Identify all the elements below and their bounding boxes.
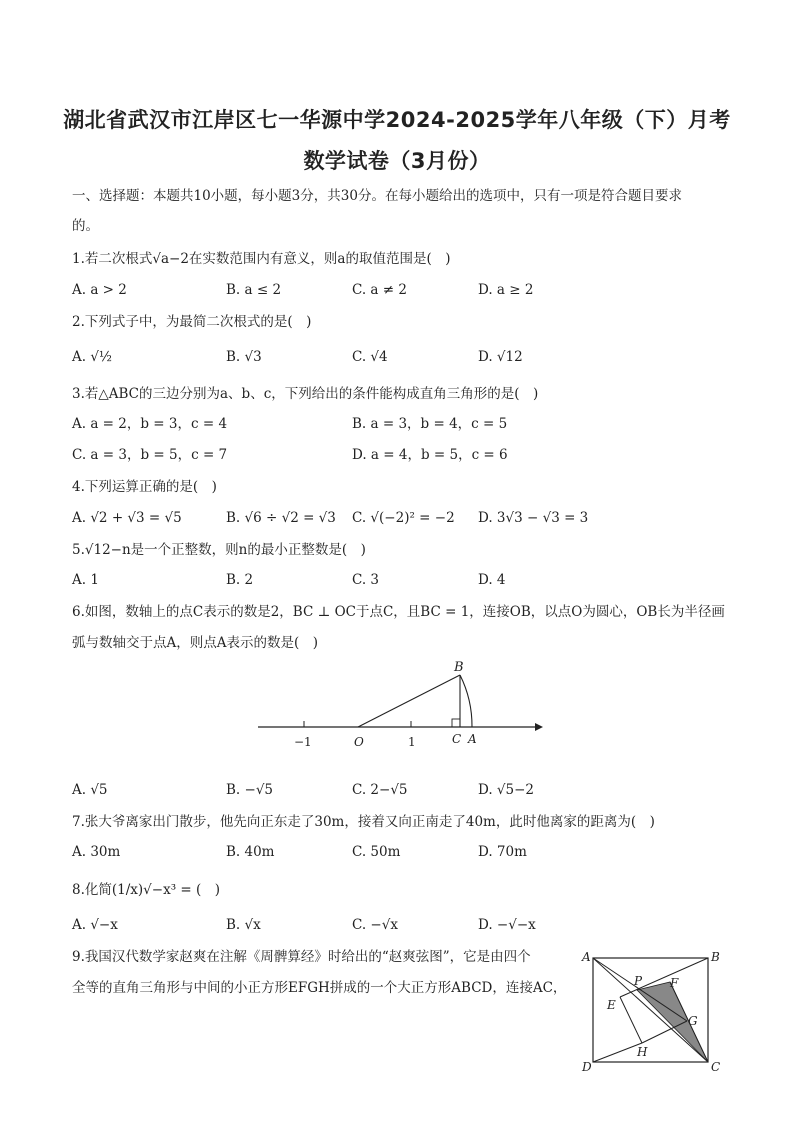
- zhao-shuang-diagram: [580, 945, 725, 1080]
- question-3-option-d: D. a = 4，b = 5，c = 6: [352, 447, 508, 463]
- axis-arrow-icon: [535, 723, 543, 731]
- section-instructions-line-1: 一、选择题：本题共10小题，每小题3分，共30分。在每小题给出的选项中，只有一项是符合题目要求: [72, 188, 682, 204]
- label-D: D: [582, 1060, 592, 1074]
- question-7-option-d: D. 70m: [478, 844, 527, 860]
- section-instructions-line-2: 的。: [72, 218, 99, 234]
- exam-title-line-2: 数学试卷（3月份）: [303, 149, 491, 173]
- question-1-stem: 1.若二次根式√a−2在实数范围内有意义，则a的取值范围是( ): [72, 251, 451, 267]
- label-F: F: [670, 976, 679, 990]
- question-9-stem-line-1: 9.我国汉代数学家赵爽在注解《周髀算经》时给出的“赵爽弦图”，它是由四个: [72, 949, 531, 965]
- question-6-option-b: B. −√5: [226, 782, 274, 798]
- question-5-stem: 5.√12−n是一个正整数，则n的最小正整数是( ): [72, 542, 366, 558]
- arc-OB: [460, 675, 472, 727]
- question-7-option-c: C. 50m: [352, 844, 401, 860]
- question-5-option-c: C. 3: [352, 572, 380, 588]
- question-2-stem: 2.下列式子中，为最简二次根式的是( ): [72, 314, 312, 330]
- label-P: P: [634, 974, 643, 988]
- question-5-option-a: A. 1: [72, 572, 99, 588]
- label-C: C: [711, 1060, 721, 1074]
- question-9-stem-line-2: 全等的直角三角形与中间的小正方形EFGH拼成的一个大正方形ABCD，连接AC，: [72, 980, 567, 996]
- question-8-option-b: B. √x: [226, 917, 261, 933]
- line-D-H: [593, 1043, 642, 1062]
- label-O: O: [354, 735, 364, 749]
- question-4-option-c: C. √(−2)² = −2: [352, 510, 455, 526]
- question-8-option-d: D. −√−x: [478, 917, 536, 933]
- question-7-option-a: A. 30m: [72, 844, 121, 860]
- question-2-option-a: A. √½: [72, 349, 113, 365]
- question-8-option-c: C. −√x: [352, 917, 398, 933]
- question-5-option-d: D. 4: [478, 572, 506, 588]
- question-6-stem-line-2: 弧与数轴交于点A，则点A表示的数是( ): [72, 635, 319, 651]
- label-C: C: [452, 732, 462, 746]
- label-G: G: [688, 1014, 698, 1028]
- question-3-option-a: A. a = 2，b = 3，c = 4: [72, 416, 228, 432]
- question-4-option-a: A. √2 + √3 = √5: [72, 510, 182, 526]
- question-5-option-b: B. 2: [226, 572, 254, 588]
- number-line-figure: [250, 655, 550, 750]
- question-8-stem: 8.化简(1/x)√−x³ = ( ): [72, 882, 221, 898]
- label-H: H: [637, 1045, 648, 1059]
- side-EH: [620, 997, 642, 1043]
- question-3-stem: 3.若△ABC的三边分别为a、b、c，下列给出的条件能构成直角三角形的是( ): [72, 386, 539, 402]
- segment-OB: [358, 675, 460, 727]
- question-6-option-a: A. √5: [72, 782, 108, 798]
- question-2-option-c: C. √4: [352, 349, 388, 365]
- question-4-option-b: B. √6 ÷ √2 = √3: [226, 510, 336, 526]
- question-3-option-c: C. a = 3，b = 5，c = 7: [72, 447, 228, 463]
- exam-title-line-1: 湖北省武汉市江岸区七一华源中学2024-2025学年八年级（下）月考: [63, 108, 731, 132]
- question-1-option-b: B. a ≤ 2: [226, 282, 282, 298]
- question-1-option-a: A. a > 2: [72, 282, 127, 298]
- label-B: B: [454, 660, 464, 675]
- right-angle-mark: [452, 719, 460, 727]
- label-minus-1: −1: [294, 735, 312, 749]
- label-1: 1: [408, 735, 416, 749]
- label-B: B: [711, 950, 720, 964]
- label-A: A: [468, 732, 477, 746]
- question-4-stem: 4.下列运算正确的是( ): [72, 479, 217, 495]
- question-6-stem-line-1: 6.如图，数轴上的点C表示的数是2，BC ⊥ OC于点C，且BC = 1，连接OB，以点O为圆心，OB长为半径画: [72, 604, 725, 620]
- question-2-option-b: B. √3: [226, 349, 262, 365]
- question-6-option-d: D. √5−2: [478, 782, 535, 798]
- question-1-option-c: C. a ≠ 2: [352, 282, 407, 298]
- question-3-option-b: B. a = 3，b = 4，c = 5: [352, 416, 508, 432]
- question-2-option-d: D. √12: [478, 349, 523, 365]
- question-7-stem: 7.张大爷离家出门散步，他先向正东走了30m，接着又向正南走了40m，此时他离家的距离为( ): [72, 814, 655, 830]
- question-7-option-b: B. 40m: [226, 844, 275, 860]
- question-8-option-a: A. √−x: [72, 917, 118, 933]
- question-1-option-d: D. a ≥ 2: [478, 282, 534, 298]
- question-4-option-d: D. 3√3 − √3 = 3: [478, 510, 589, 526]
- label-E: E: [607, 998, 616, 1012]
- label-A: A: [582, 950, 591, 964]
- question-6-option-c: C. 2−√5: [352, 782, 408, 798]
